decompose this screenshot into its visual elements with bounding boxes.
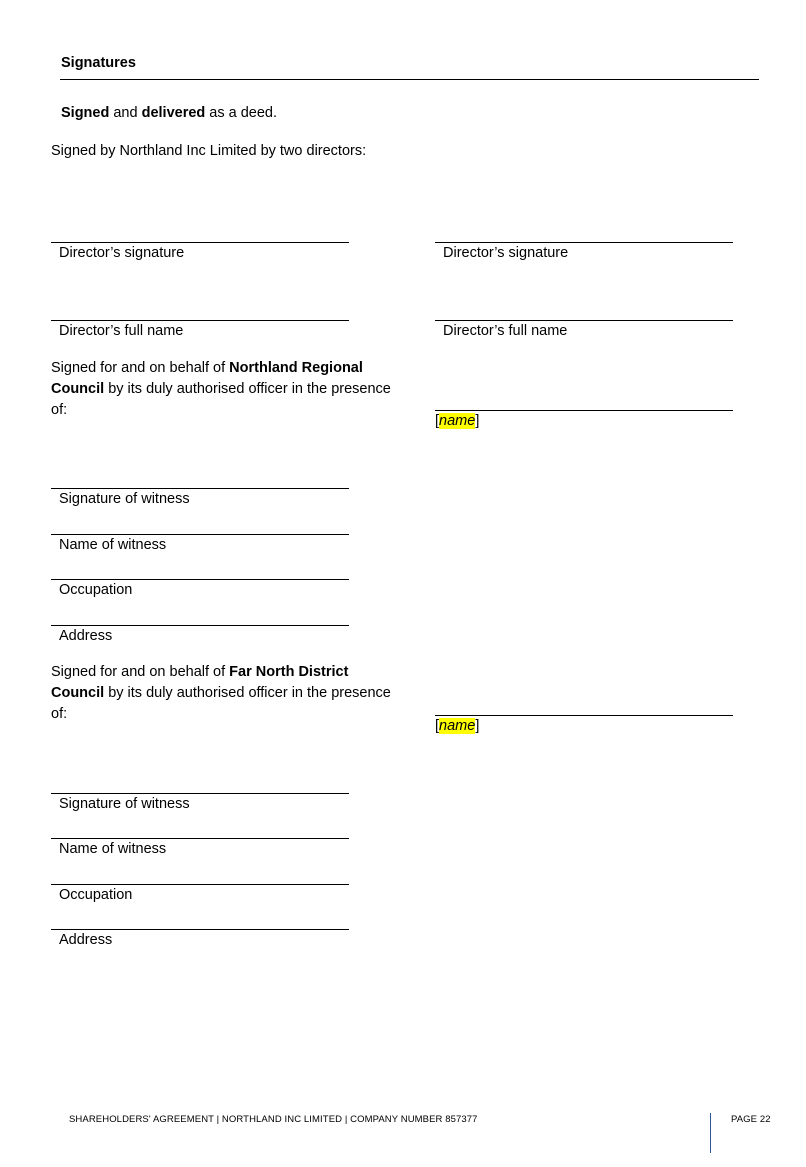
regional-witness-signature-label: Signature of witness: [59, 491, 190, 507]
footer-document-title: SHAREHOLDERS' AGREEMENT | NORTHLAND INC LIMITED | COMPANY NUMBER 857377: [69, 1114, 478, 1125]
regional-council-name-2: Council: [51, 381, 105, 397]
director-1-signature-label: Director’s signature: [59, 245, 185, 261]
deed-signed: Signed: [61, 105, 110, 121]
regional-intro-before: Signed for and on behalf of: [51, 360, 230, 376]
director-2-signature-label: Director’s signature: [443, 245, 569, 261]
district-council-name-2: Council: [51, 685, 105, 701]
regional-occupation-label: Occupation: [59, 582, 133, 598]
district-officer-signature-line[interactable]: [435, 715, 733, 716]
district-witness-signature-label: Signature of witness: [59, 796, 190, 812]
section-heading: Signatures: [61, 55, 136, 71]
regional-intro-after-1: by its duly authorised officer in the presence: [104, 381, 391, 397]
district-name-placeholder[interactable]: name: [439, 718, 476, 734]
deed-as-a-deed: as a deed.: [205, 105, 278, 121]
district-intro-after-2: of:: [51, 706, 68, 722]
regional-council-name-1: Northland Regional: [229, 360, 363, 376]
regional-officer-name-label: [435, 411, 479, 432]
district-council-intro: [51, 662, 411, 725]
district-bracket-open: [: [435, 718, 440, 734]
deed-and: and: [109, 105, 142, 121]
regional-council-intro: [51, 358, 411, 421]
regional-name-placeholder[interactable]: name: [439, 413, 476, 429]
regional-witness-name-label: Name of witness: [59, 537, 167, 553]
heading-divider: [60, 79, 759, 80]
director-2-name-label: Director’s full name: [443, 323, 568, 339]
district-address-label: Address: [59, 932, 113, 948]
district-officer-name-label: [435, 716, 479, 737]
footer-accent-bar: [710, 1113, 711, 1153]
district-bracket-close: ]: [475, 718, 480, 734]
northland-inc-intro: Signed by Northland Inc Limited by two directors:: [51, 143, 367, 159]
director-1-name-label: Director’s full name: [59, 323, 184, 339]
deed-delivered: delivered: [141, 105, 206, 121]
district-witness-name-label: Name of witness: [59, 841, 167, 857]
regional-address-label: Address: [59, 628, 113, 644]
deed-statement: [61, 103, 277, 124]
district-intro-before: Signed for and on behalf of: [51, 664, 230, 680]
regional-bracket-open: [: [435, 413, 440, 429]
regional-bracket-close: ]: [475, 413, 480, 429]
regional-officer-signature-line[interactable]: [435, 410, 733, 411]
regional-intro-after-2: of:: [51, 402, 68, 418]
footer-page-number: PAGE 22: [731, 1114, 771, 1125]
district-occupation-label: Occupation: [59, 887, 133, 903]
district-intro-after-1: by its duly authorised officer in the presence: [104, 685, 391, 701]
district-council-name-1: Far North District: [229, 664, 349, 680]
